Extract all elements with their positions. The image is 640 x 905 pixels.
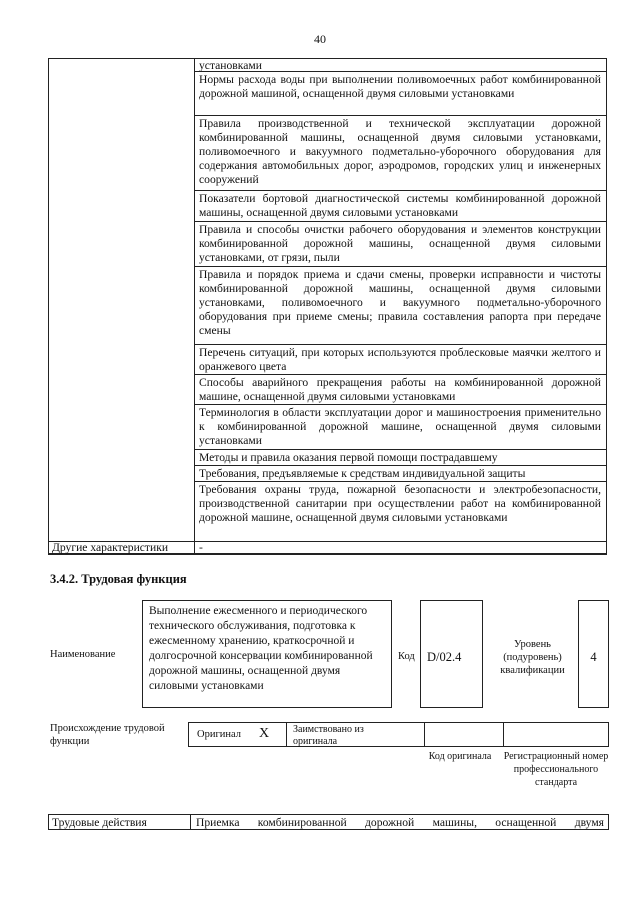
section-title: 3.4.2. Трудовая функция [50, 572, 187, 586]
column-divider [194, 541, 195, 554]
column-divider [190, 815, 191, 829]
knowledge-rows [195, 59, 606, 541]
knowledge-row: Требования охраны труда, пожарной безопасности и электробезопасности, производственной санитарии при осуществлении работ на комбинированной дорожной машине, оснащенной двумя силовыми установками [199, 483, 601, 524]
knowledge-row: Перечень ситуаций, при которых используются проблесковые маячки желтого и оранжевого цвета [195, 345, 606, 375]
other-characteristics-value: - [199, 541, 203, 554]
level-label: Уровень (подуровень) квалификации [500, 639, 565, 676]
name-label: Наименование [50, 649, 116, 660]
origin-table [188, 722, 609, 747]
other-characteristics-label: Другие характеристики [52, 541, 169, 554]
cell-divider [424, 723, 425, 746]
function-name-box: Выполнение ежесменного и периодического технического обслуживания, подготовка к ежесменному хранению, краткосрочной и долгосрочной консервации комбинированной дорожной машины, оснащенной двумя силовыми установками [142, 600, 392, 708]
knowledge-row: Методы и правила оказания первой помощи пострадавшему [195, 450, 606, 466]
knowledge-table [48, 58, 607, 554]
knowledge-row: Способы аварийного прекращения работы на комбинированной дорожной машине, оснащенной двумя силовыми установками [195, 375, 606, 405]
knowledge-row: установками [195, 59, 606, 72]
cell-divider [503, 723, 504, 746]
knowledge-row: Терминология в области эксплуатации дорог и машиностроения применительно к комбинированной дорожной машине, оснащенной двумя силовыми установками [195, 405, 606, 450]
cell-divider [286, 723, 287, 746]
code-label: Код [398, 651, 415, 662]
knowledge-row: Правила и порядок приема и сдачи смены, проверки исправности и чистоты комбинированной дорожной машины, оснащенной двумя силовыми установками, поливомоечного и вакуумного подметально-уборочного оборудования при приеме смены; правила составления рапорта при передаче смены [195, 267, 606, 345]
knowledge-row: Нормы расхода воды при выполнении поливомоечных работ комбинированной дорожной машиной, оснащенной двумя силовыми установками [195, 72, 606, 116]
level-box [578, 600, 609, 708]
level-value: 4 [590, 650, 597, 664]
knowledge-row: Правила и способы очистки рабочего оборудования и элементов конструкции комбинированной дорожной машины, оснащенной двумя силовыми установками, от грязи, пыли [195, 222, 606, 267]
knowledge-row: Правила производственной и технической эксплуатации дорожной комбинированной машины, оснащенной двумя силовыми установками, поливомоечного и вакуумного подметально-уборочного оборудования для содержания автомобильных дорог, аэродромов, городских улиц и инженерных сооружений [195, 116, 606, 191]
labor-actions-row [48, 814, 609, 830]
origin-label: Происхождение трудовой функции [50, 723, 165, 747]
other-characteristics-row [48, 541, 607, 555]
knowledge-row: Показатели бортовой диагностической системы комбинированной дорожной машины, оснащенной двумя силовыми установками [195, 191, 606, 222]
code-value: D/02.4 [427, 650, 462, 664]
code-caption: Код оригинала [428, 751, 492, 762]
labor-actions-label: Трудовые действия [52, 816, 147, 829]
borrowed-label: Заимствовано из оригинала [293, 724, 364, 747]
page-number: 40 [314, 32, 326, 46]
reg-number-caption: Регистрационный номер профессионального стандарта [503, 751, 609, 788]
original-mark: X [259, 726, 270, 741]
original-label: Оригинал [197, 729, 241, 740]
knowledge-row: Требования, предъявляемые к средствам индивидуальной защиты [195, 466, 606, 482]
labor-action-text: Приемка комбинированной дорожной машины, оснащенной двумя [196, 816, 604, 829]
code-box [420, 600, 483, 708]
